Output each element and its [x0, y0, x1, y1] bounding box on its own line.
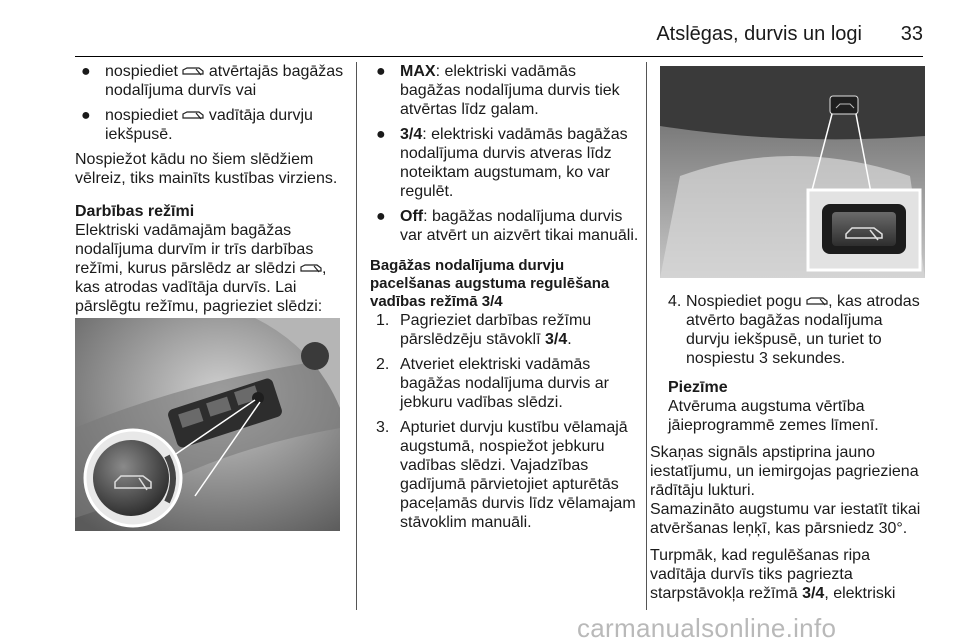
note-heading: Piezīme — [668, 379, 728, 396]
page-number: 33 — [900, 23, 923, 45]
bullet-item — [75, 62, 345, 100]
mode-label: Off — [400, 208, 424, 225]
note-text: Atvēruma augstuma vērtība jāieprogrammē zemes līmenī. — [668, 398, 879, 434]
step-text: , kas atrodas atvērto bagāžas nodalījuma durvju iekšpusē, un turiet to nospiestu 3 sekundes. — [686, 293, 920, 367]
text-bold: 3/4 — [802, 585, 825, 602]
door-switch-photo — [75, 318, 340, 531]
bullet-text-pre: nospiediet — [105, 63, 178, 80]
step-number: 4. — [668, 293, 682, 310]
header-title: Atslēgas, durvis un logi — [656, 23, 862, 45]
mode-text: : bagāžas nodalījuma durvis var atvērt un aizvērt tikai manuāli. — [400, 208, 639, 244]
paragraph — [650, 546, 928, 603]
text-span: Elektriski vadāmajām bagāžas nodalījuma durvīm ir trīs darbības režīmi, kurus pārslēdz ar slēdzi — [75, 222, 314, 277]
tailgate-icon — [806, 297, 828, 307]
mode-text: : elektriski vadāmās bagāžas nodalījuma durvis atveras līdz noteiktam augstumam, ko var regulēt. — [400, 126, 628, 200]
bullet-dot: ● — [376, 63, 386, 80]
mode-item — [370, 62, 640, 119]
step-item — [370, 355, 640, 412]
step-number: 3. — [376, 419, 390, 436]
bullet-dot: ● — [376, 208, 386, 225]
paragraph: Samazināto augstumu var iestatīt tikai atvēršanas leņķī, kas pārsniedz 30°. — [650, 501, 921, 537]
bullet-dot: ● — [376, 126, 386, 143]
note-block — [650, 378, 928, 435]
step-tail: . — [567, 331, 572, 348]
tailgate-button-photo — [660, 66, 925, 278]
mode-item — [370, 125, 640, 201]
bullet-item — [75, 106, 345, 144]
step-number: 2. — [376, 356, 390, 373]
bullet-dot: ● — [81, 63, 91, 80]
text-span: , kas atrodas vadītāja durvīs. Lai pārslēgtu režīmu, pagrieziet slēdzi: — [75, 260, 327, 315]
step-number: 1. — [376, 312, 390, 329]
step-text: Nospiediet pogu — [686, 293, 802, 310]
paragraph: Nospiežot kādu no šiem slēdžiem vēlreiz, tiks mainīts kustības virziens. — [75, 151, 338, 187]
bullet-text-pre: nospiediet — [105, 107, 178, 124]
bullet-text-post: vadītāja durvju iekšpusē. — [105, 107, 313, 143]
tailgate-icon — [182, 67, 204, 77]
column-separator-1 — [356, 62, 357, 610]
step-item — [650, 292, 928, 368]
step-bold: 3/4 — [544, 331, 568, 348]
text-span: Turpmāk, kad regulēšanas ripa vadītāja durvīs tiks pagriezta starpstāvokļa režīmā — [650, 547, 870, 602]
step-text: Atveriet elektriski vadāmās bagāžas nodalījuma durvis ar jebkuru vadības slēdzi. — [400, 356, 610, 411]
mode-label: MAX — [400, 63, 436, 80]
mode-label: 3/4 — [400, 126, 423, 143]
mode-item — [370, 207, 640, 245]
paragraph — [75, 221, 345, 316]
column-2 — [370, 62, 640, 538]
bullet-text-post: atvērtajās bagāžas nodalījuma durvīs vai — [105, 63, 344, 99]
step-text: Pagrieziet darbības režīmu pārslēdzēju stāvoklī — [400, 312, 592, 348]
section-heading: Bagāžas nodalījuma durvju pacelšanas augstuma regulēšana vadības režīmā 3/4 — [370, 257, 610, 310]
text-span: , elektriski — [824, 585, 896, 602]
column-3 — [650, 292, 928, 611]
section-heading: Darbības režīmi — [75, 203, 195, 220]
column-separator-2 — [646, 62, 647, 610]
step-item — [370, 418, 640, 532]
tailgate-icon — [182, 111, 204, 121]
bullet-dot: ● — [81, 107, 91, 124]
mode-text: : elektriski vadāmās bagāžas nodalījuma durvis tiek atvērtas līdz galam. — [400, 63, 620, 118]
step-item — [370, 311, 640, 349]
step-text: Apturiet durvju kustību vēlamajā augstumā, nospiežot jebkuru vadības slēdzi. Vajadzības gadījumā pārvietojiet apturētās paceļamās durvis līdz vēlamajam stāvoklim manuāli. — [400, 419, 636, 531]
watermark: carmanualsonline.info — [577, 613, 837, 643]
header-rule — [75, 56, 923, 57]
column-1 — [75, 62, 345, 324]
tailgate-icon — [300, 264, 322, 274]
paragraph: Skaņas signāls apstiprina jauno iestatījumu, un iemirgojas pagrieziena rādītāju lukturi. — [650, 444, 919, 499]
